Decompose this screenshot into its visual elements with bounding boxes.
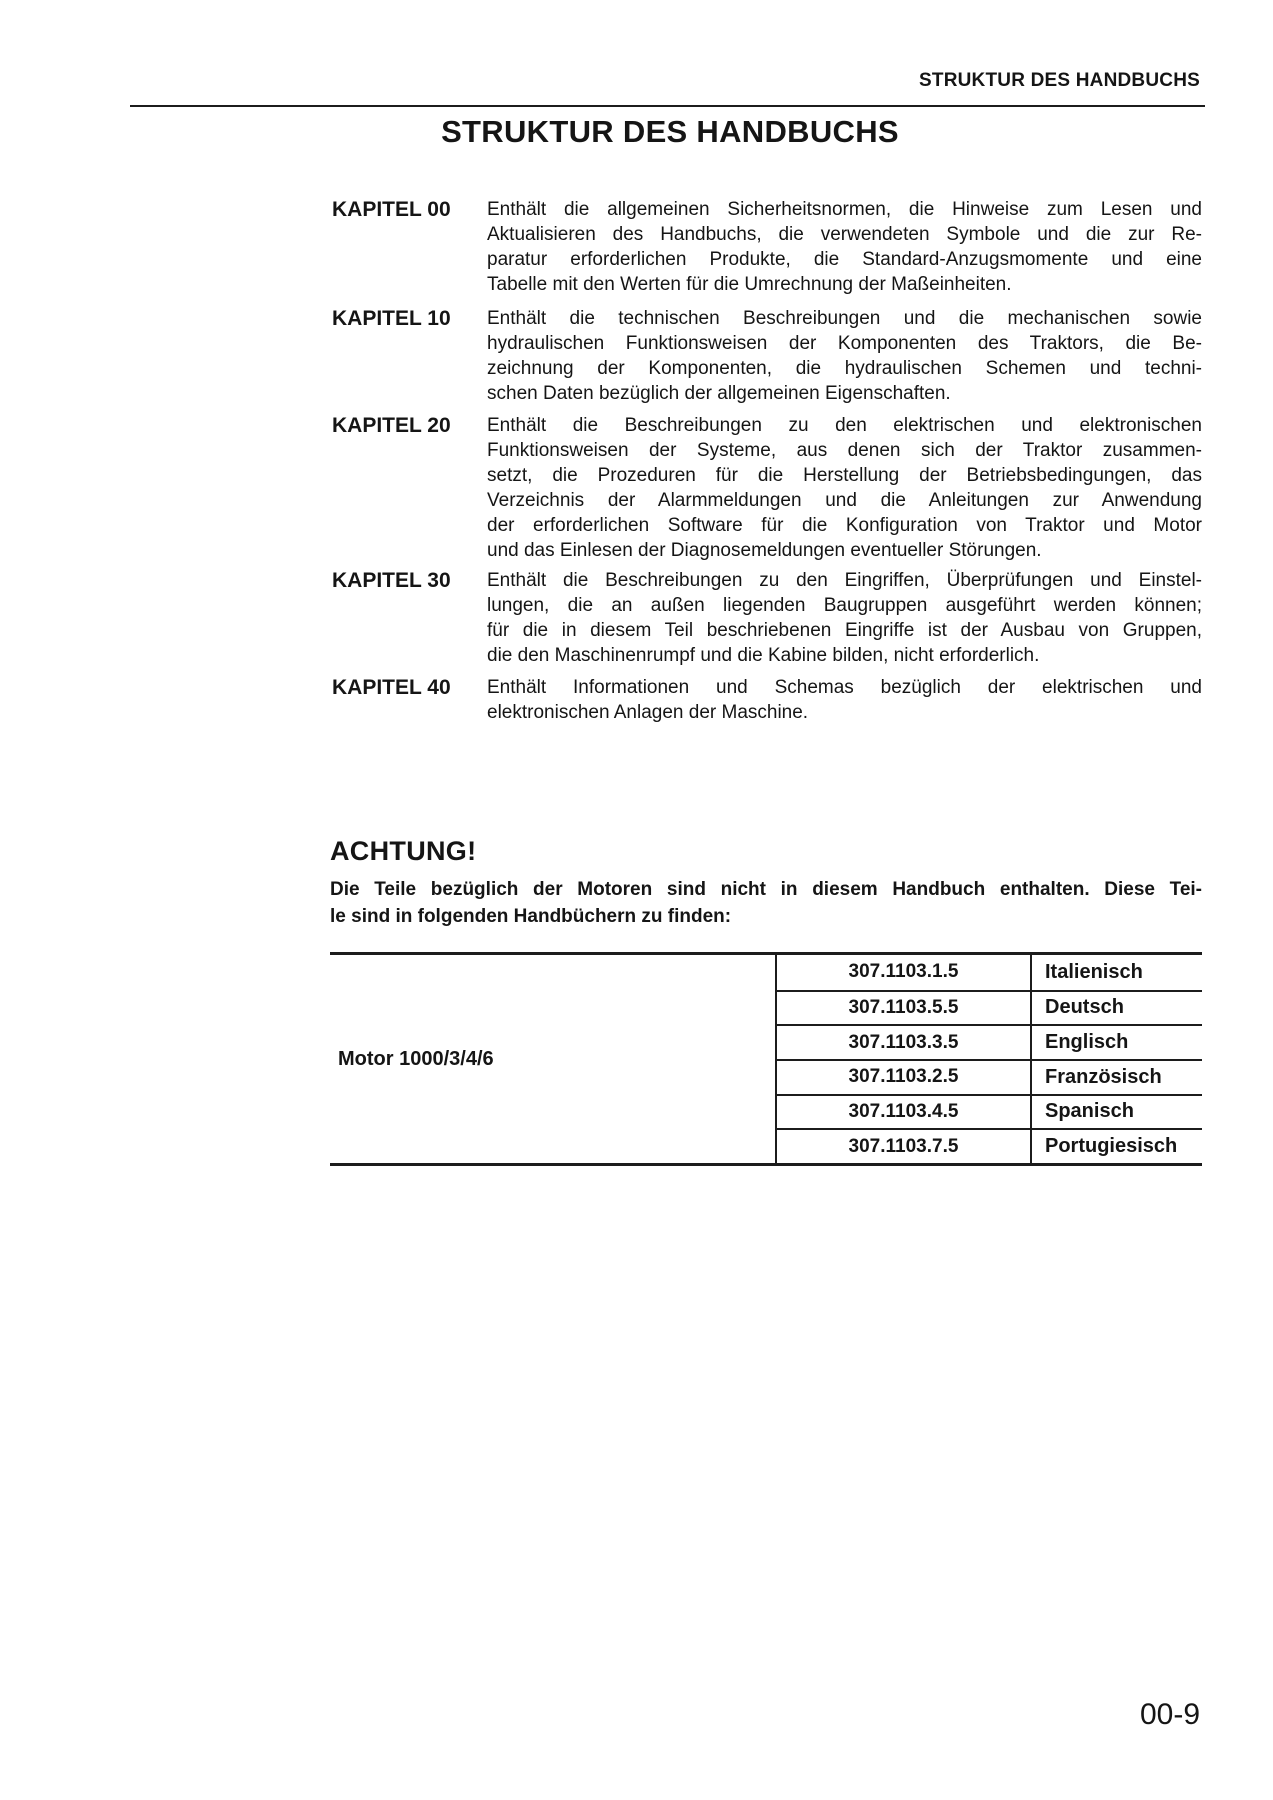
chapter-section	[330, 306, 1202, 406]
text-line: Enthält die Beschreibungen zu den elektrischen und elektronischen	[487, 415, 1202, 436]
text-line: die den Maschinenrumpf und die Kabine bilden, nicht erforderlich.	[487, 645, 1040, 666]
manual-language: Spanisch	[1030, 1094, 1202, 1129]
chapter-description	[487, 675, 1202, 725]
manual-language: Französisch	[1030, 1059, 1202, 1094]
text-line: lungen, die an außen liegenden Baugruppen ausgeführt werden können;	[487, 595, 1202, 616]
manual-language: Deutsch	[1030, 990, 1202, 1025]
manual-code: 307.1103.1.5	[775, 955, 1030, 990]
text-line: Enthält die allgemeinen Sicherheitsnormen, die Hinweise zum Lesen und	[487, 199, 1202, 220]
chapter-label: KAPITEL 10	[332, 307, 451, 330]
attention-text	[330, 876, 1202, 930]
text-line: der erforderlichen Software für die Konfiguration von Traktor und Motor	[487, 515, 1202, 536]
text-line: Die Teile bezüglich der Motoren sind nicht in diesem Handbuch enthalten. Diese Tei-	[330, 879, 1202, 900]
text-line: Funktionsweisen der Systeme, aus denen sich der Traktor zusammen-	[487, 440, 1202, 461]
text-line: elektronischen Anlagen der Maschine.	[487, 702, 809, 723]
text-line: und das Einlesen der Diagnosemeldungen eventueller Störungen.	[487, 540, 1042, 561]
chapter-description	[487, 568, 1202, 668]
running-header: STRUKTUR DES HANDBUCHS	[919, 70, 1200, 91]
text-line: Aktualisieren des Handbuchs, die verwendeten Symbole und die zur Re-	[487, 224, 1202, 245]
chapter-label: KAPITEL 00	[332, 198, 451, 221]
chapter-section	[330, 413, 1202, 563]
text-line: Enthält die technischen Beschreibungen und die mechanischen sowie	[487, 308, 1202, 329]
chapter-description	[487, 413, 1202, 563]
manual-code: 307.1103.4.5	[775, 1094, 1030, 1129]
page-title: STRUKTUR DES HANDBUCHS	[441, 114, 899, 149]
manual-language: Italienisch	[1030, 955, 1202, 990]
chapter-section	[330, 197, 1202, 297]
text-line: setzt, die Prozeduren für die Herstellung der Betriebsbedingungen, das	[487, 465, 1202, 486]
manual-code: 307.1103.7.5	[775, 1128, 1030, 1163]
text-line: Enthält Informationen und Schemas bezüglich der elektrischen und	[487, 677, 1202, 698]
text-line: hydraulischen Funktionsweisen der Komponenten des Traktors, die Be-	[487, 333, 1202, 354]
header-rule	[130, 105, 1205, 107]
chapter-section	[330, 568, 1202, 668]
chapter-label: KAPITEL 30	[332, 569, 451, 592]
text-line: Enthält die Beschreibungen zu den Eingriffen, Überprüfungen und Einstel-	[487, 570, 1202, 591]
chapter-label: KAPITEL 40	[332, 676, 451, 699]
manual-code: 307.1103.2.5	[775, 1059, 1030, 1094]
chapter-description	[487, 197, 1202, 297]
manual-language: Englisch	[1030, 1024, 1202, 1059]
chapter-description	[487, 306, 1202, 406]
manual-language: Portugiesisch	[1030, 1128, 1202, 1163]
page-number: 00-9	[1139, 1698, 1200, 1731]
motor-label: Motor 1000/3/4/6	[338, 1047, 494, 1070]
text-line: paratur erforderlichen Produkte, die Standard-Anzugsmomente und eine	[487, 249, 1202, 270]
chapter-label: KAPITEL 20	[332, 414, 451, 437]
chapter-section	[330, 675, 1202, 725]
text-line: für die in diesem Teil beschriebenen Eingriffe ist der Ausbau von Gruppen,	[487, 620, 1202, 641]
text-line: Verzeichnis der Alarmmeldungen und die Anleitungen zur Anwendung	[487, 490, 1202, 511]
text-line: schen Daten bezüglich der allgemeinen Eigenschaften.	[487, 383, 951, 404]
manual-code: 307.1103.5.5	[775, 990, 1030, 1025]
attention-heading: ACHTUNG!	[330, 836, 477, 866]
text-line: le sind in folgenden Handbüchern zu finden:	[330, 906, 732, 927]
engine-manuals-table	[330, 952, 1202, 1166]
text-line: zeichnung der Komponenten, die hydraulischen Schemen und techni-	[487, 358, 1202, 379]
manual-code: 307.1103.3.5	[775, 1024, 1030, 1059]
text-line: Tabelle mit den Werten für die Umrechnung der Maßeinheiten.	[487, 274, 1012, 295]
